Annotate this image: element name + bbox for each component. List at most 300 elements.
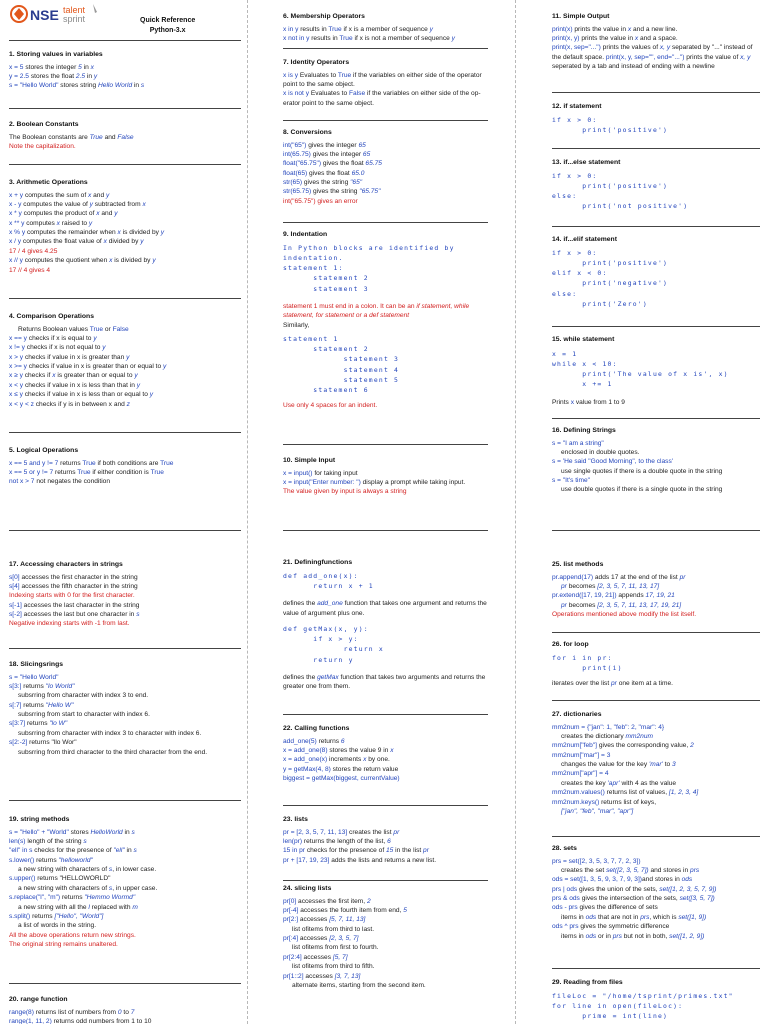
- text-s28-l1: prs = set([2, 3, 5, 3, 7, 7, 2, 3]): [552, 857, 641, 865]
- text-line: [9, 846, 241, 855]
- text-s10-l3: The value given by input is always a string: [283, 488, 407, 496]
- text-s3-l8c: x: [109, 257, 113, 265]
- text-s3-l2e: x: [142, 201, 146, 208]
- text-s17-l4b: accesses the last character in the string: [21, 601, 140, 609]
- text-s4-rows-3-1: checks if value in x is greater than or equal to: [26, 363, 163, 371]
- divider: [9, 164, 241, 165]
- text-s28-l8f: set([1, 9]): [678, 913, 707, 921]
- divider: [552, 632, 760, 633]
- text-s3-l5e: y: [160, 229, 165, 237]
- text-s24-l9a: pr[1::2]: [283, 972, 304, 980]
- text-s16-l2: enclosed in double quotes.: [561, 449, 640, 456]
- text-s19-l10c: ["Hello", "World"]: [54, 912, 104, 920]
- text-s28-l2d: prs: [690, 867, 700, 874]
- column-3: [552, 0, 760, 1024]
- code-block: fileLoc = "/home/tsprint/primes.txt" for line in open(fileLoc): prime = int(line): [552, 991, 734, 1021]
- text-s7-l2d: if the variables on either side of the op-erator point to the same object.: [283, 90, 481, 107]
- section-title: 15. while statement: [552, 336, 615, 343]
- text-s18-l9: subsrring from third character to the third character from the end.: [18, 748, 208, 756]
- text-s19-l1c: HelloWorld: [90, 828, 123, 836]
- text-s3-l3a: x * y: [9, 210, 22, 218]
- text-line: [283, 187, 488, 196]
- section-21: [283, 558, 488, 692]
- code-block: if x > 0: print('positive') elif x < 0: print('negative') else: print('Zero'): [552, 248, 669, 308]
- text-s24-l1c: 2: [366, 897, 371, 905]
- text-s19-l8c: "Hemmo Wormd": [84, 894, 136, 902]
- text-line: [9, 582, 241, 591]
- text-s16-l4: use single quotes if there is a double quote in the string: [561, 467, 723, 475]
- text-s8-rows-0-0: int("65"): [283, 141, 307, 149]
- text-s25-l2b: becomes: [566, 583, 598, 590]
- section-19: [9, 815, 241, 949]
- text-s22-l3d: by one.: [366, 756, 390, 764]
- text-s23-l1b: creates the list: [347, 828, 394, 836]
- text-s11-l1a: print(x): [552, 25, 573, 33]
- text-s17-l3: Indexing starts with 0 for the first character.: [9, 592, 135, 600]
- text-s6-l2d: if x is not a member of sequence: [352, 35, 452, 42]
- text-s19-l5a: a new string with characters of: [18, 866, 109, 874]
- text-s3-l1d: and: [91, 191, 106, 199]
- text-line: [552, 885, 760, 894]
- text-s19-l7b: s: [108, 884, 113, 892]
- divider: [552, 530, 760, 531]
- text-line: [552, 779, 760, 788]
- text-s4-rows-3-0: x >= y: [9, 363, 27, 371]
- text-s25-l3c: 17, 19, 21: [645, 592, 675, 600]
- text-s4-rows-2-1: checks if value in x is greater than: [23, 353, 127, 361]
- text-s27-l10: ["jan", "feb", "mar", "apr"]: [561, 807, 634, 815]
- section-1: [9, 50, 241, 91]
- text-s5-l2c: True: [77, 469, 91, 476]
- text-s8-rows-3-1: gives the float: [307, 169, 352, 177]
- section-title: 11. Simple Output: [552, 13, 610, 20]
- text-line: [283, 469, 488, 478]
- text-s10-l1b: for taking input: [312, 469, 358, 477]
- text-s10-l2a: x = input("Enter number: "): [283, 479, 361, 486]
- text-line: [9, 81, 241, 90]
- text-s27-l6: mm2num["apr"] = 4: [552, 770, 609, 778]
- text-s19-l10a: s.split(): [9, 912, 31, 920]
- text-line: [552, 398, 760, 407]
- section-title: 6. Membership Operators: [283, 13, 365, 20]
- code-block: if x > 0: print('positive') else: print('not positive'): [552, 171, 689, 211]
- section-title: 9. Indentation: [283, 231, 328, 238]
- text-line: [9, 459, 241, 468]
- text-line: [552, 875, 760, 884]
- text-s4-rows-4-1: checks if: [22, 372, 53, 380]
- text-s19-l13: The original string remains unaltered.: [9, 940, 118, 948]
- divider: [283, 222, 488, 223]
- text-s4-rows-4-3: is greater than or equal to: [55, 372, 135, 380]
- text-s5-l3a: not x > 7: [9, 478, 35, 486]
- text-s28-l10e: but not in both,: [621, 932, 670, 940]
- text-s23-l2a: len(pr): [283, 838, 303, 845]
- text-line: [9, 468, 241, 477]
- text-s17-l1a: s[0]: [9, 573, 20, 581]
- text-s28-l7b: gives the difference of sets: [577, 904, 658, 912]
- text-s27-l5c: to: [662, 761, 673, 769]
- text-line: [9, 719, 241, 728]
- text-s21-l1b: add_one: [317, 600, 343, 608]
- text-line: [552, 25, 760, 34]
- section-11: [552, 12, 760, 71]
- text-s27-l7c: with 4 as the value: [619, 779, 677, 787]
- text-s9-l1a: statement 1 must end in a colon. It can be an: [283, 302, 417, 310]
- text-s1-l1e: x: [90, 63, 94, 71]
- text-line: [283, 897, 488, 906]
- divider: [283, 120, 488, 121]
- text-s27-l8b: returns list of values,: [604, 789, 669, 797]
- text-s17-l1b: accesses the first character in the string: [19, 573, 138, 581]
- text-s4-rows-7-0: x < y < z: [9, 400, 34, 408]
- divider: [283, 880, 488, 881]
- text-s23-l3a: 15 in pr: [283, 847, 305, 855]
- text-s6-l2e: y: [451, 35, 455, 42]
- text-s28-l10d: prs: [612, 932, 622, 940]
- text-s28-l6b: gives the intersection of the sets,: [579, 895, 680, 903]
- text-line: [283, 906, 488, 915]
- divider: [9, 40, 241, 41]
- text-s28-l8d: prs: [640, 913, 650, 921]
- subtitle-text: Python-3.x: [149, 27, 186, 35]
- text-s27-l3b: gives the corresponding value,: [597, 742, 691, 750]
- text-line: [9, 209, 241, 218]
- text-s4-l0b: True: [89, 325, 104, 333]
- text-line: [9, 325, 241, 334]
- text-s6-l1e: y: [429, 25, 433, 33]
- column-divider: [247, 0, 248, 1024]
- text-s21-l1c: function that takes one argument and returns the value of argument plus one.: [283, 600, 487, 617]
- text-line: [9, 353, 241, 362]
- text-s7-l1c: True: [337, 71, 352, 79]
- text-s3-l2a: x - y: [9, 201, 22, 208]
- text-s19-l10b: returns: [30, 912, 55, 920]
- text-s6-l1b: results in: [298, 25, 329, 33]
- text-s18-l4c: "Hello W": [45, 701, 74, 709]
- text-s3-l1a: x + y: [9, 191, 24, 199]
- logo-talent-text: talent: [63, 5, 86, 15]
- text-s3-l4a: x ** y: [9, 219, 25, 227]
- text-s19-l11: a list of words in the string.: [18, 922, 97, 930]
- text-s24-l5a: pr[:4]: [283, 935, 299, 943]
- text-line: [283, 34, 488, 43]
- text-line: [283, 71, 488, 90]
- text-s3-l8d: is divided by: [112, 257, 153, 265]
- section-26: [552, 640, 760, 689]
- text-s1-l2d: in: [85, 73, 94, 80]
- text-s19-l4b: returns: [34, 856, 59, 864]
- text-s27-l3a: mm2num["feb"]: [552, 742, 597, 750]
- text-s24-l9c: [3, 7, 13]: [334, 972, 361, 980]
- text-s8-rows-2-2: 65.75: [365, 160, 382, 168]
- text-s8-rows-2-0: float("65.75"): [283, 160, 322, 168]
- section-13: [552, 158, 760, 212]
- text-s18-l6b: returns: [25, 720, 50, 728]
- text-s4-rows-7-2: z: [126, 400, 130, 408]
- text-s28-l8a: items in: [561, 913, 586, 921]
- section-title: 26. for loop: [552, 641, 589, 648]
- text-s3-l6d: divided by: [106, 238, 141, 246]
- text-s6-l1a: x in y: [283, 25, 299, 33]
- text-s3-l3d: and: [99, 210, 115, 218]
- text-line: [283, 169, 488, 178]
- section-17: [9, 560, 241, 629]
- text-s5-l1a: x == 5 and y != 7: [9, 459, 59, 467]
- text-s19-l2c: s: [83, 838, 87, 845]
- text-s25-l1a: pr.append(17): [552, 573, 594, 581]
- text-s4-rows-6-0: x ≤ y: [9, 391, 23, 399]
- text-s8-err: int("65.75") gives an error: [283, 197, 358, 205]
- text-s28-l2a: creates the set: [561, 867, 607, 874]
- page-title: [140, 16, 195, 36]
- text-s22-l3b: increments: [327, 756, 364, 764]
- text-line: [552, 903, 760, 912]
- text-s4-rows-4-4: y: [134, 372, 138, 380]
- text-line: [9, 63, 241, 72]
- text-s8-rows-1-2: 65: [362, 151, 371, 158]
- text-s3-l1b: computes the sum of: [23, 191, 88, 199]
- section-12: [552, 102, 760, 135]
- text-s2-l1b: True: [89, 133, 103, 141]
- text-line: [552, 34, 760, 43]
- text-line: [9, 912, 241, 921]
- divider: [552, 418, 760, 419]
- text-s3-l1c: x: [87, 191, 92, 199]
- text-line: [9, 610, 241, 619]
- divider: [9, 298, 241, 299]
- text-line: [552, 43, 760, 71]
- text-s9-l1b: if statement, while statement, for statement or a def statement: [283, 302, 470, 320]
- text-s3-l3c: x: [96, 210, 100, 218]
- text-s20-l1e: 7: [130, 1008, 135, 1016]
- text-s1-l3c: Hello World: [98, 82, 133, 90]
- text-s16-l5: s = "It's time": [552, 477, 591, 485]
- title-text: Quick Reference: [140, 17, 196, 24]
- text-s16-l3: s = 'He said "Good Morning", to the class': [552, 458, 673, 466]
- text-s18-l2c: "lo World": [45, 683, 75, 690]
- section-title: 27. dictionaries: [552, 711, 602, 718]
- text-s19-l9a: a new string with all the: [18, 903, 89, 911]
- text-s5-l2b: returns: [53, 469, 78, 476]
- text-s28-l2c: and stores in: [648, 867, 691, 874]
- text-line: [283, 673, 488, 692]
- text-s19-l3c: "ell": [113, 847, 125, 855]
- text-s24-l7b: accesses: [301, 953, 333, 961]
- section-title: 28. sets: [552, 845, 577, 852]
- text-line: [283, 972, 488, 981]
- text-s23-l2b: returns the length of the list,: [302, 838, 388, 845]
- section-8: [283, 128, 488, 206]
- text-s19-l8b: returns: [60, 894, 85, 902]
- text-s28-l10a: items in: [561, 932, 586, 940]
- text-line: [283, 856, 488, 865]
- text-line: [9, 371, 241, 380]
- divider: [283, 48, 488, 49]
- code-block: x = 1 while x < 10: print('The value of x is', x) x += 1: [552, 349, 729, 389]
- section-title: 5. Logical Operations: [9, 447, 79, 454]
- text-s23-l3d: in the list: [393, 847, 424, 855]
- text-s4-l0a: Returns Boolean values: [18, 325, 90, 333]
- divider: [552, 700, 760, 701]
- section-title: 18. Slicingsrings: [9, 661, 64, 668]
- text-s3-l6e: y: [140, 238, 144, 246]
- text-s1-l1c: 5: [78, 63, 82, 71]
- text-s23-l3b: checks for the presence of: [305, 847, 386, 855]
- text-s3-l8a: x // y: [9, 257, 23, 265]
- text-s24-l7a: pr[2:4]: [283, 953, 302, 961]
- text-s1-l1d: in: [81, 63, 91, 71]
- text-s21-l2a: defines the: [283, 673, 318, 681]
- text-s25-l3b: appends: [616, 592, 646, 600]
- text-line: [9, 738, 241, 747]
- divider: [9, 648, 241, 649]
- text-line: [9, 1017, 241, 1024]
- text-s7-l1a: x is y: [283, 71, 299, 79]
- divider: [9, 108, 241, 109]
- section-title: 12. if statement: [552, 103, 602, 110]
- text-s4-l0c: or: [103, 325, 113, 333]
- text-s24-l10: alternate items, starting from the second item.: [292, 981, 426, 989]
- text-s25-l2c: [2, 3, 5, 7, 11, 13, 17]: [597, 583, 660, 590]
- text-line: [283, 150, 488, 159]
- text-line: [9, 477, 241, 486]
- divider: [9, 432, 241, 433]
- text-s1-l3d: in: [132, 82, 141, 90]
- text-s1-l3e: s: [140, 82, 145, 90]
- section-title: 14. if...elif statement: [552, 236, 617, 243]
- text-s24-l5c: [2, 3, 5, 7]: [329, 935, 359, 943]
- text-s6-l2a: x not in y: [283, 35, 310, 42]
- text-s3-l8b: computes the quotient when: [22, 257, 110, 265]
- text-s27-l7a: creates the key: [561, 779, 608, 787]
- text-line: [552, 922, 760, 931]
- text-s10-l1a: x = input(): [283, 469, 313, 477]
- text-s3-l8e: y: [152, 257, 156, 265]
- text-s18-l8a: s[2:-2]: [9, 739, 28, 747]
- text-s19-l1e: s: [131, 828, 135, 836]
- text-s25-l3a: pr.extend([17, 19, 21]): [552, 592, 617, 600]
- text-s19-l2a: len(s): [9, 838, 26, 845]
- text-s8-rows-3-2: 65.0: [351, 169, 365, 177]
- text-s10-l2b: display a prompt while taking input.: [360, 479, 466, 486]
- text-s3-l3e: y: [114, 210, 118, 218]
- text-line: [9, 856, 241, 865]
- text-line: [552, 760, 760, 769]
- text-line: [9, 1008, 241, 1017]
- text-s1-l1a: x = 5: [9, 63, 24, 71]
- text-line: [552, 573, 760, 582]
- text-s27-l5b: 'mar': [648, 761, 663, 769]
- text-s3-l6a: x / y: [9, 238, 22, 246]
- text-s11-l2b: prints the value in: [579, 35, 635, 42]
- text-s8-rows-5-1: gives the string: [311, 188, 360, 196]
- text-s20-l2b: returns odd numbers from 1 to 10: [51, 1018, 152, 1024]
- section-title: 22. Calling functions: [283, 725, 350, 732]
- text-s15-l1c: value from 1 to 9: [573, 398, 625, 406]
- text-s24-l2b: accesses the fourth item from end,: [298, 907, 404, 914]
- text-s2-l1d: False: [117, 133, 134, 141]
- text-line: [552, 788, 760, 797]
- column-1: [9, 0, 241, 1024]
- text-s20-l1d: to: [121, 1008, 131, 1016]
- nse-talentsprint-logo: [9, 2, 109, 30]
- divider: [552, 968, 760, 969]
- divider: [552, 148, 760, 149]
- section-title: 7. Identity Operators: [283, 59, 350, 66]
- text-s24-l5b: accesses: [298, 935, 330, 943]
- text-s4-rows-5-0: x < y: [9, 381, 24, 389]
- text-s18-l4b: returns: [21, 701, 46, 709]
- section-22: [283, 724, 488, 783]
- text-line: [552, 866, 760, 875]
- text-s19-l9b: l: [88, 903, 90, 911]
- section-18: [9, 660, 241, 757]
- text-s28-l9b: gives the symmetric difference: [578, 923, 670, 931]
- divider: [552, 92, 760, 93]
- text-s6-l2c: True: [339, 35, 353, 42]
- text-s28-l4a: and stores in: [641, 876, 682, 884]
- text-line: [552, 582, 760, 591]
- text-line: [552, 741, 760, 750]
- text-s28-l8c: that are not in: [596, 913, 641, 921]
- text-s11-l2a: print(x, y): [552, 35, 580, 42]
- text-s17-l4a: s[-1]: [9, 601, 22, 609]
- text-s17-l6: Negative indexing starts with -1 from last.: [9, 620, 130, 628]
- text-s4-rows-1-0: x != y: [9, 344, 25, 352]
- text-s3-l6c: x: [103, 238, 107, 246]
- text-s4-rows-4-2: x: [52, 372, 56, 380]
- text-s19-l3a: "ell" in s: [9, 847, 33, 855]
- section-title: 13. if...else statement: [552, 159, 621, 166]
- code-block: def add_one(x): return x + 1: [283, 571, 374, 590]
- text-s8-rows-2-1: gives the float: [321, 160, 366, 168]
- text-line: [552, 679, 760, 688]
- text-s20-l1c: 0: [117, 1008, 122, 1016]
- text-s22-l3a: x = add_one(x): [283, 756, 328, 764]
- text-s7-l2a: x is not y: [283, 90, 310, 98]
- text-s23-l4a: pr + [17, 19, 23]: [283, 856, 330, 864]
- section-6: [283, 12, 488, 43]
- text-line: [9, 682, 241, 691]
- divider: [283, 714, 488, 715]
- section-7: [283, 58, 488, 108]
- text-s19-l1a: s = "Hello" + "World": [9, 828, 69, 836]
- text-s7-l1b: Evaluates to: [298, 71, 338, 79]
- text-s21-l2b: getMax: [317, 673, 339, 681]
- text-s22-l2b: stores the value 9 in: [327, 747, 391, 754]
- section-23: [283, 815, 488, 865]
- text-s25-l1c: pr: [679, 573, 686, 581]
- text-line: [552, 601, 760, 610]
- logo-nse-text: NSE: [30, 7, 59, 23]
- text-line: [9, 865, 241, 874]
- divider: [552, 326, 760, 327]
- section-title: 3. Arithmetic Operations: [9, 179, 88, 186]
- text-s1-l2b: stores the float: [28, 73, 76, 80]
- text-s18-l6a: s[3:7]: [9, 720, 26, 728]
- text-s19-l12: All the above operations return new strings.: [9, 931, 136, 939]
- text-line: [14, 8, 24, 20]
- text-s22-l1c: 6: [340, 737, 345, 745]
- text-s4-rows-3-2: y: [162, 363, 167, 371]
- text-s4-rows-7-1: checks if y is in between x and: [33, 400, 127, 408]
- text-s21-l1a: defines the: [283, 600, 318, 608]
- text-s28-l5c: set([1, 2, 3, 5, 7, 9]): [659, 885, 717, 893]
- text-line: [283, 599, 488, 618]
- text-s4-rows-2-2: y: [126, 353, 130, 361]
- section-20: [9, 995, 241, 1024]
- text-s11-l3a: print(x, sep="..."): [552, 44, 601, 52]
